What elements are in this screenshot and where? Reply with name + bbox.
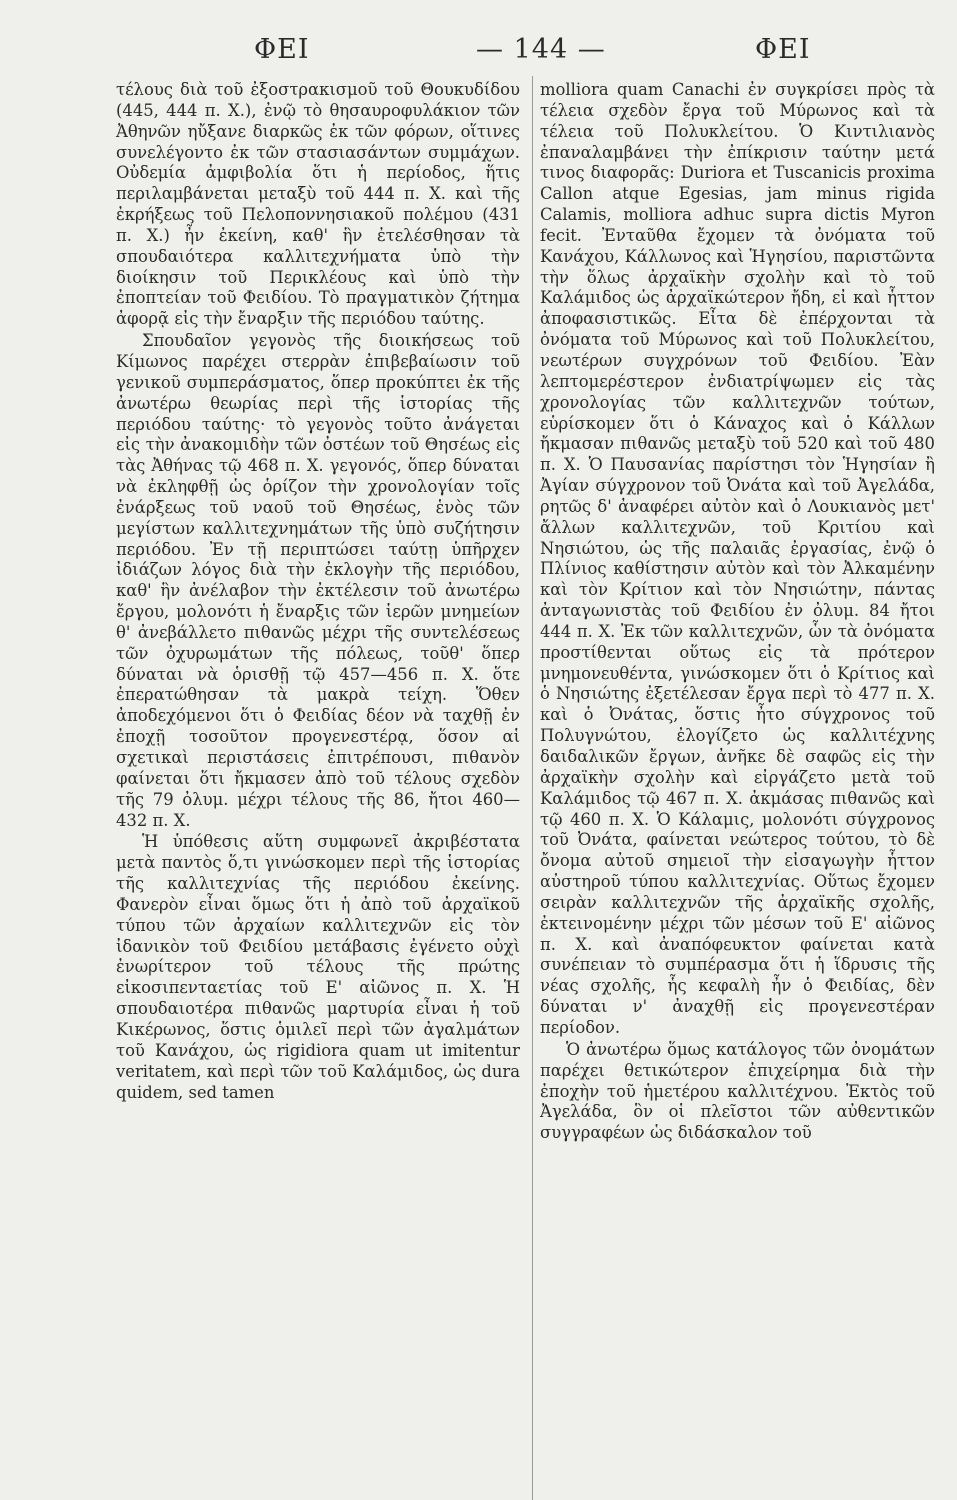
paragraph: Σπουδαῖον γεγονὸς τῆς διοικήσεως τοῦ Κίμωνος παρέχει στερρὰν ἐπιβεβαίωσιν τοῦ γενικοῦ συμπεράσματος, ὅπερ προκύπτει ἐκ τῆς ἀνωτέρω θεωρίας περὶ τῆς ἱστορίας τῆς περιόδου ταύτης· τὸ γεγονὸς τοῦτο ἀνάγεται εἰς τὴν ἀνακομιδὴν τῶν ὀστέων τοῦ Θησέως εἰς τὰς Ἀθήνας τῷ 468 π. Χ. γεγονός, ὅπερ δύναται νὰ ἐκληφθῇ ὡς ὁρίζον τὴν χρονολογίαν τοῖς ἐνάρξεως τοῦ ναοῦ τοῦ Θησέως, ἑνὸς τῶν μεγίστων καλλιτεχνημάτων τῆς ὑπὸ συζήτησιν περιόδου. Ἐν τῇ περιπτώσει ταύτῃ ὑπῆρχεν ἰδιάζων λόγος διὰ τὴν ἐκλογὴν τῆς περιόδου, καθ' ἣν ἀνέλαβον τὴν ἐκτέλεσιν τοῦ ἀνωτέρω ἔργου, μολονότι ἡ ἔναρξις τῶν ἱερῶν μνημείων θ' ἀνεβάλλετο πιθανῶς μέχρι τῆς συντελέσεως τῶν ὀχυρωμάτων τῆς πόλεως, τοῦθ' ὅπερ δύναται νὰ ὁρισθῇ τῷ 457—456 π. Χ. ὅτε ἐπερατώθησαν τὰ μακρὰ τείχη. Ὅθεν ἀποδεχόμενοι ὅτι ὁ Φειδίας δέον νὰ ταχθῇ ἐν ἐποχῇ τοσοῦτον προγενεστέρᾳ, ὅσον αἱ σχετικαὶ περιστάσεις ἐπιτρέπουσι, πιθανὸν φαίνεται ὅτι ἤκμασεν ἀπὸ τοῦ τέλους σχεδὸν τῆς 79 ὀλυμ. μέχρι τέλους τῆς 86, ἤτοι 460—432 π. Χ.: [116, 331, 520, 830]
column-divider: [532, 76, 533, 1500]
running-head-right: ΦΕΙ: [755, 34, 811, 65]
paragraph: molliora quam Canachi ἐν συγκρίσει πρὸς τὰ τέλεια σχεδὸν ἔργα τοῦ Μύρωνος καὶ τὰ τέλεια τοῦ Πολυκλείτου. Ὁ Κιντιλιανὸς ἐπαναλαμβάνει τὴν ἐπίκρισιν ταύτην μετά τινος διαφορᾶς: Duriora et Tuscanicis proxima Callon atque Egesias, jam minus rigida Calamis, molliora adhuc supra dictis Myron fecit. Ἐνταῦθα ἔχομεν τὰ ὀνόματα τοῦ Κανάχου, Κάλλωνος καὶ Ἡγησίου, παριστῶντα τὴν ὅλως ἀρχαϊκὴν σχολὴν καὶ τὸ τοῦ Καλάμιδος ὡς ἀρχαϊκώτερον ἤδη, εἰ καὶ ἧττον ἀποφασιστικῶς. Εἶτα δὲ ἐπέρχονται τὰ ὀνόματα τοῦ Μύρωνος καὶ τοῦ Πολυκλείτου, νεωτέρων συγχρόνων τοῦ Φειδίου. Ἐὰν λεπτομερέστερον ἐνδιατρίψωμεν εἰς τὰς χρονολογίας τῶν καλλιτεχνῶν τούτων, εὑρίσκομεν ὅτι ὁ Κάναχος καὶ ὁ Κάλλων ἤκμασαν πιθανῶς μεταξὺ τοῦ 520 καὶ τοῦ 480 π. Χ. Ὁ Παυσανίας παρίστησι τὸν Ἡγησίαν ἢ Ἀγίαν σύγχρονον τοῦ Ὀνάτα καὶ τοῦ Ἀγελάδα, ρητῶς δ' ἀναφέρει αὐτὸν καὶ ὁ Λουκιανὸς μετ' ἄλλων καλλιτεχνῶν, τοῦ Κριτίου καὶ Νησιώτου, ὡς τῆς παλαιᾶς ἐργασίας, ἐνῷ ὁ Πλίνιος καθίστησιν αὐτὸν καὶ τὸν Ἀλκαμένην καὶ τὸν Κρίτιον καὶ τὸν Νησιώτην, πάντας ἀνταγωνιστὰς τοῦ Φειδίου ἐν ὀλυμ. 84 ἤτοι 444 π. Χ. Ἐκ τῶν καλλιτεχνῶν, ὧν τὰ ὀνόματα προστίθενται οὕτως εἰς τὰ πρότερον μνημονευθέντα, γινώσκομεν ὅτι ὁ Κρίτιος καὶ ὁ Νησιώτης ἐξετέλεσαν ἔργα περὶ τὸ 477 π. Χ. καὶ ὁ Ὀνάτας, ὅστις ἦτο σύγχρονος τοῦ Πολυγνώτου, ἐλογίζετο ὡς καλλιτέχνης δαιδαλικῶν ἔργων, ἀνῆκε δὲ σαφῶς εἰς τὴν ἀρχαϊκὴν σχολὴν καὶ εἰργάζετο μετὰ τοῦ Καλάμιδος τῷ 467 π. Χ. ἀκμάσας πιθανῶς καὶ τῷ 460 π. Χ. Ὁ Κάλαμις, μολονότι σύγχρονος τοῦ Ὀνάτα, φαίνεται νεώτερος τούτου, τὸ δὲ ὄνομα αὐτοῦ σημειοῖ τὴν εἰσαγωγὴν ἧττον αὐστηροῦ τύπου καλλιτεχνίας. Οὕτως ἔχομεν σειρὰν καλλιτεχνῶν τῆς ἀρχαϊκῆς σχολῆς, ἐκτεινομένην μέχρι τῶν μέσων τοῦ Ε' αἰῶνος π. Χ. καὶ ἀναπόφευκτον φαίνεται κατὰ συνέπειαν τὸ συμπέρασμα ὅτι ἡ ἵδρυσις τῆς νέας σχολῆς, ἧς κεφαλὴ ἦν ὁ Φειδίας, δὲν δύναται ν' ἀναχθῇ εἰς προγενεστέραν περίοδον.: [540, 80, 935, 1037]
left-column: [116, 80, 520, 1103]
page-number: — 144 —: [476, 34, 606, 65]
paragraph: Ἡ ὑπόθεσις αὕτη συμφωνεῖ ἀκριβέστατα μετὰ παντὸς ὅ,τι γινώσκομεν περὶ τῆς ἱστορίας τῆς καλλιτεχνίας τῆς περιόδου ἐκείνης. Φανερὸν εἶναι ὅμως ὅτι ἡ ἀπὸ τοῦ ἀρχαϊκοῦ τύπου τῶν ἀρχαίων καλλιτεχνῶν εἰς τὸν ἰδανικὸν τοῦ Φειδίου μετάβασις ἐγένετο οὐχὶ ἐνωρίτερον τοῦ τέλους τῆς πρώτης εἰκοσιπενταετίας τοῦ Ε' αἰῶνος π. Χ. Ἡ σπουδαιοτέρα πιθανῶς μαρτυρία εἶναι ἡ τοῦ Κικέρωνος, ὅστις ὁμιλεῖ περὶ τῶν ἀγαλμάτων τοῦ Κανάχου, ὡς rigidiora quam ut imitentur veritatem, καὶ περὶ τῶν τοῦ Καλάμιδος, ὡς dura quidem, sed tamen: [116, 832, 520, 1102]
paragraph: τέλους διὰ τοῦ ἐξοστρακισμοῦ τοῦ Θουκυδίδου (445, 444 π. Χ.), ἐνῷ τὸ θησαυροφυλάκιον τῶν Ἀθηνῶν ηὔξανε διαρκῶς ἐκ τῶν φόρων, οἵτινες συνελέγοντο ἐκ τῶν στασιασάντων συμμάχων. Οὐδεμία ἀμφιβολία ὅτι ἡ περίοδος, ἥτις περιλαμβάνεται μεταξὺ τοῦ 444 π. Χ. καὶ τῆς ἐκρήξεως τοῦ Πελοποννησιακοῦ πολέμου (431 π. Χ.) ἦν ἐκείνη, καθ' ἣν ἐτελέσθησαν τὰ σπουδαιότερα καλλιτεχνήματα ὑπὸ τὴν διοίκησιν τοῦ Περικλέους καὶ ὑπὸ τὴν ἐποπτείαν τοῦ Φειδίου. Τὸ πραγματικὸν ζήτημα ἀφορᾷ εἰς τὴν ἔναρξιν τῆς περιόδου ταύτης.: [116, 80, 520, 329]
page-header: [0, 30, 957, 70]
right-column: [540, 80, 935, 1144]
running-head-left: ΦΕΙ: [254, 34, 310, 65]
paragraph: Ὁ ἀνωτέρω ὅμως κατάλογος τῶν ὀνομάτων παρέχει θετικώτερον ἐπιχείρημα διὰ τὴν ἐποχὴν τοῦ ἡμετέρου καλλιτέχνου. Ἐκτὸς τοῦ Ἀγελάδα, ὃν οἱ πλεῖστοι τῶν αὐθεντικῶν συγγραφέων ὡς διδάσκαλον τοῦ: [540, 1039, 935, 1143]
